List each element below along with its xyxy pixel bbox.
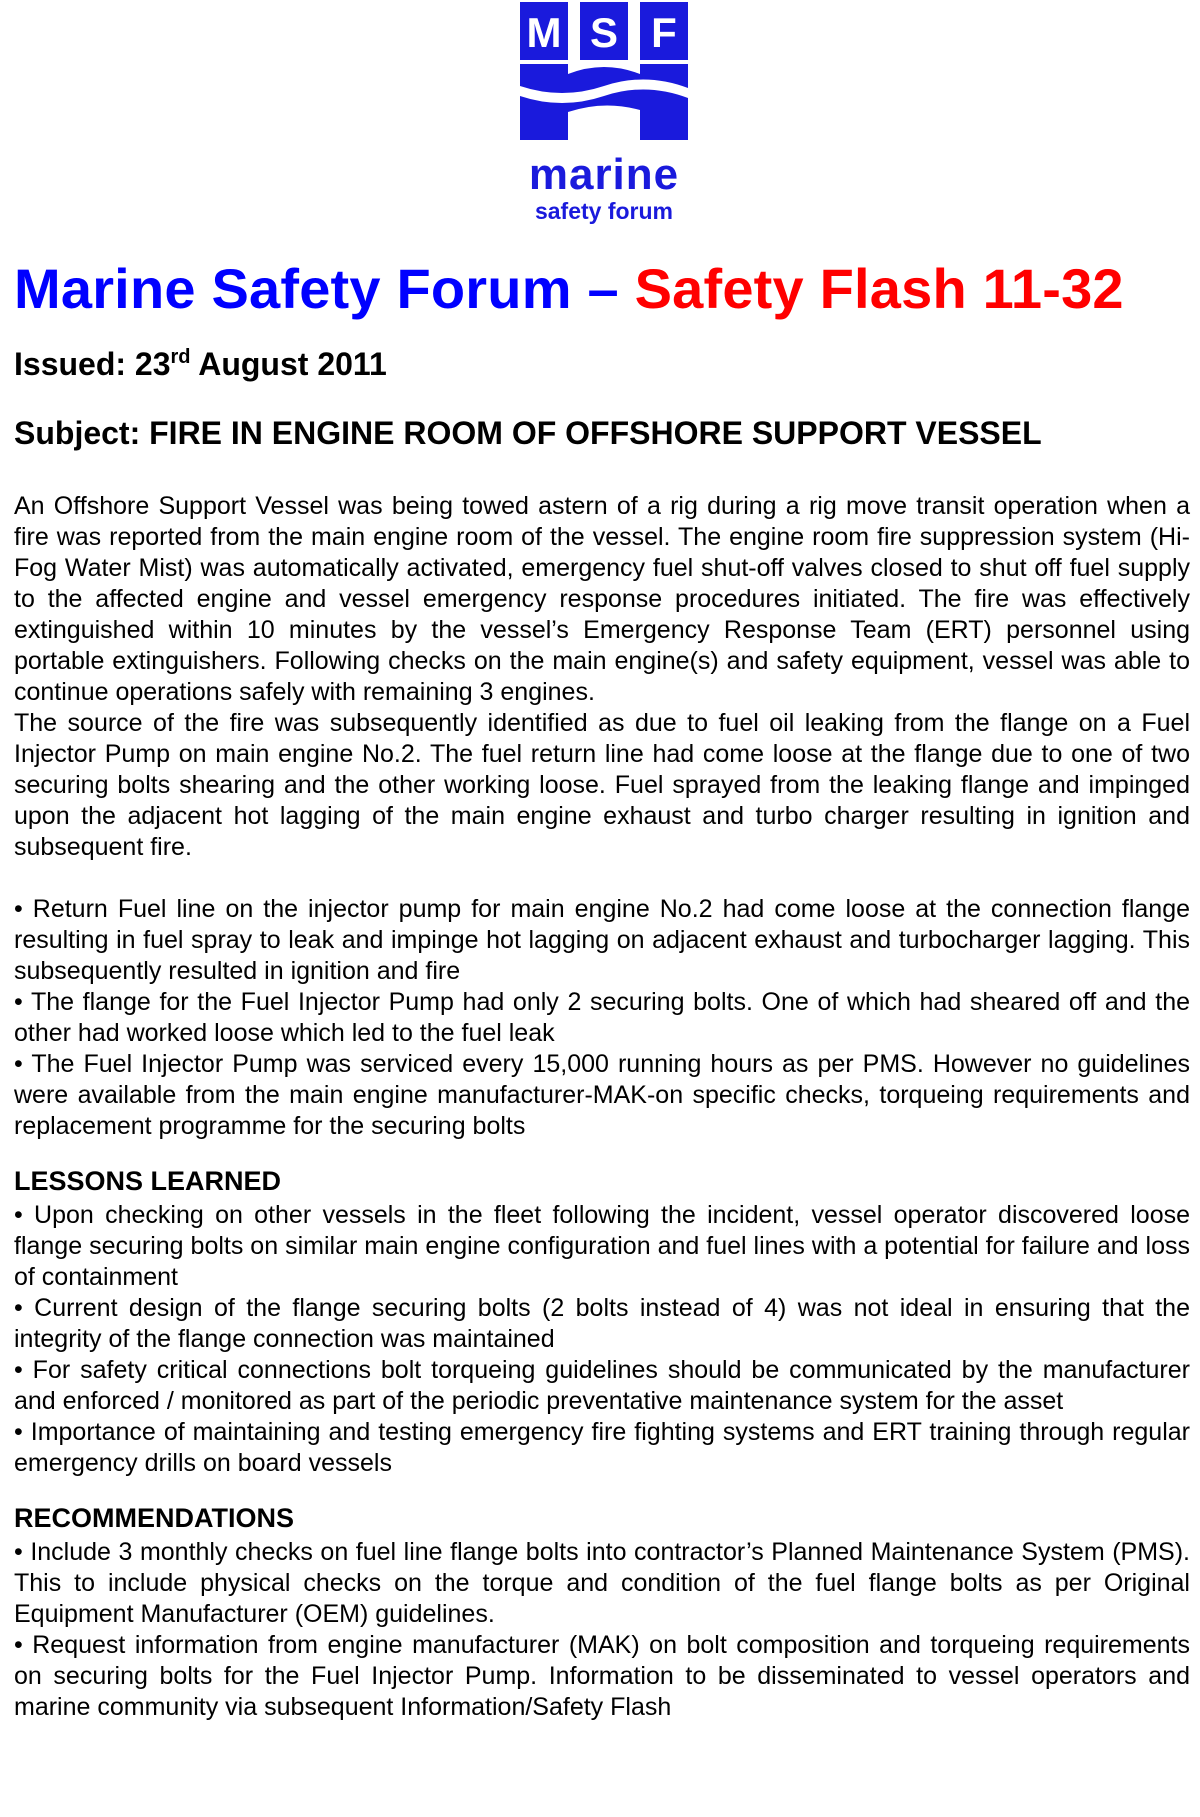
title-flash-number: Safety Flash 11-32 [634,257,1124,320]
msf-logo-icon [520,2,688,150]
logo-leg-f [640,116,688,140]
document-body [14,491,1190,1723]
lesson-item: • Upon checking on other vessels in the fleet following the incident, vessel operator discovered loose flange securing bolts on similar main engine configuration and fuel lines with a potential for failure and loss of containment [14,1201,1190,1291]
recommendations-heading: RECOMMENDATIONS [14,1503,294,1533]
intro-paragraph: An Offshore Support Vessel was being towed astern of a rig during a rig move transit operation when a fire was reported from the main engine room of the vessel. The engine room fire suppression system (Hi-Fog Water Mist) was automatically activated, emergency fuel shut-off valves closed to shut off fuel supply to the affected engine and vessel emergency response procedures initiated. The fire was effectively extinguished within 10 minutes by the vessel’s Emergency Response Team (ERT) personnel using portable extinguishers. Following checks on the main engine(s) and safety equipment, vessel was able to continue operations safely with remaining 3 engines. [14,492,1190,706]
logo-letter-f: F [651,9,677,56]
recommendation-item: • Include 3 monthly checks on fuel line flange bolts into contractor’s Planned Maintenance System (PMS). This to include physical checks on the torque and condition of the fuel flange bolts as per Original Equipment Manufacturer (OEM) guidelines. [14,1538,1190,1628]
lesson-item: • Current design of the flange securing bolts (2 bolts instead of 4) was not ideal in ensuring that the integrity of the flange connection was maintained [14,1294,1190,1353]
recommendation-item: • Request information from engine manufacturer (MAK) on bolt composition and torqueing requirements on securing bolts for the Fuel Injector Pump. Information to be disseminated to vessel operators and marine community via subsequent Information/Safety Flash [14,1631,1190,1721]
logo-wave-lower [520,89,688,116]
title-forum: Marine Safety Forum – [14,257,635,320]
lesson-item: • Importance of maintaining and testing emergency fire fighting systems and ERT training through regular emergency drills on board vessels [14,1418,1190,1477]
finding-item: • The flange for the Fuel Injector Pump had only 2 securing bolts. One of which had sheared off and the other had worked loose which led to the fuel leak [14,988,1190,1047]
issued-prefix: Issued: 23 [14,346,171,382]
logo-word-safety-forum: safety forum [534,198,674,224]
issued-suffix: August 2011 [190,346,387,382]
lesson-item: • For safety critical connections bolt torqueing guidelines should be communicated by the manufacturer and enforced / monitored as part of the periodic preventative maintenance system for the asset [14,1356,1190,1415]
logo-word-marine: marine [528,150,680,199]
finding-item: • The Fuel Injector Pump was serviced every 15,000 running hours as per PMS. However no guidelines were available from the main engine manufacturer-MAK-on specific checks, torqueing requirements and replacement programme for the securing bolts [14,1050,1190,1140]
intro-paragraph: The source of the fire was subsequently identified as due to fuel oil leaking from the flange on a Fuel Injector Pump on main engine No.2. The fuel return line had come loose at the flange due to one of two securing bolts shearing and the other working loose. Fuel sprayed from the leaking flange and impinged upon the adjacent hot lagging of the main engine exhaust and turbo charger resulting in ignition and subsequent fire. [14,709,1190,861]
logo-letter-m: M [526,9,562,56]
msf-logo [520,2,688,222]
logo-leg-m [520,116,568,140]
page-title [14,256,1124,321]
issued-ordinal: rd [170,346,191,368]
logo-wave-upper [520,64,688,93]
logo-letter-s: S [589,9,619,56]
issued-date [14,346,387,383]
subject-line: Subject: FIRE IN ENGINE ROOM OF OFFSHORE SUPPORT VESSEL [14,415,1042,451]
finding-item: • Return Fuel line on the injector pump for main engine No.2 had come loose at the connection flange resulting in fuel spray to leak and impinge hot lagging on adjacent exhaust and turbocharger lagging. This subsequently resulted in ignition and fire [14,895,1190,985]
lessons-heading: LESSONS LEARNED [14,1166,282,1196]
